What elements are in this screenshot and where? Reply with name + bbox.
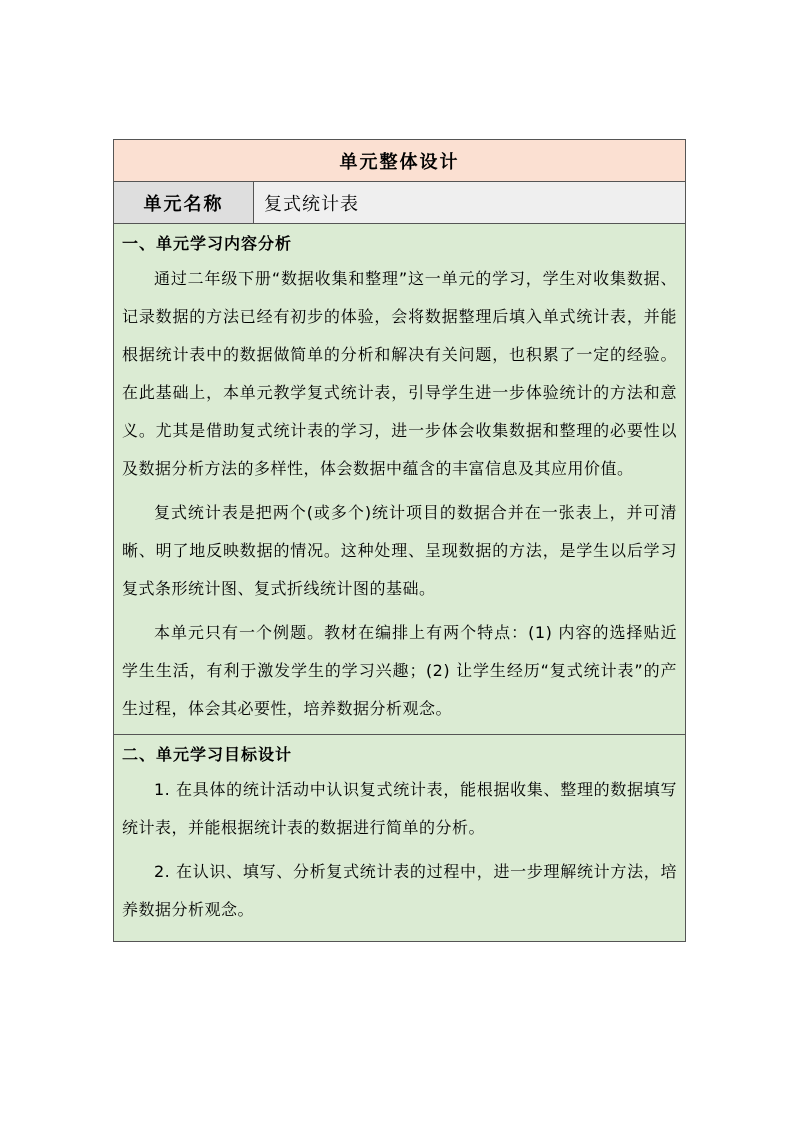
- paragraph: 通过二年级下册“数据收集和整理”这一单元的学习，学生对收集数据、记录数据的方法已经有初步的体验，会将数据整理后填入单式统计表，并能根据统计表中的数据做简单的分析和解决有关问题，也积累了一定的经验。在此基础上，本单元教学复式统计表，引导学生进一步体验统计的方法和意义。尤其是借助复式统计表的学习，进一步体会收集数据和整理的必要性以及数据分析方法的多样性，体会数据中蕴含的丰富信息及其应用价值。: [122, 269, 677, 478]
- section-heading: 一、单元学习内容分析: [122, 234, 293, 253]
- unit-name-value: 复式统计表: [254, 182, 685, 223]
- goal-item: 1. 在具体的统计活动中认识复式统计表，能根据收集、整理的数据填写统计表，并能根据统计表的数据进行简单的分析。: [122, 780, 677, 837]
- goal-item: 2. 在认识、填写、分析复式统计表的过程中，进一步理解统计方法，培养数据分析观念。: [122, 862, 677, 919]
- table-title: 单元整体设计: [114, 140, 685, 182]
- paragraph: 复式统计表是把两个(或多个)统计项目的数据合并在一张表上，并可清晰、明了地反映数据的情况。这种处理、呈现数据的方法，是学生以后学习复式条形统计图、复式折线统计图的基础。: [122, 503, 677, 598]
- unit-name-label: 单元名称: [114, 182, 254, 223]
- paragraph: 本单元只有一个例题。教材在编排上有两个特点：(1) 内容的选择贴近学生生活，有利于激发学生的学习兴趣；(2) 让学生经历“复式统计表”的产生过程，体会其必要性，培养数据分析观念。: [122, 623, 677, 718]
- unit-design-table: [113, 139, 686, 942]
- section-heading: 二、单元学习目标设计: [122, 745, 293, 764]
- content-analysis-section: [114, 224, 685, 734]
- unit-name-row: [114, 182, 685, 224]
- learning-goals-section: [114, 734, 685, 941]
